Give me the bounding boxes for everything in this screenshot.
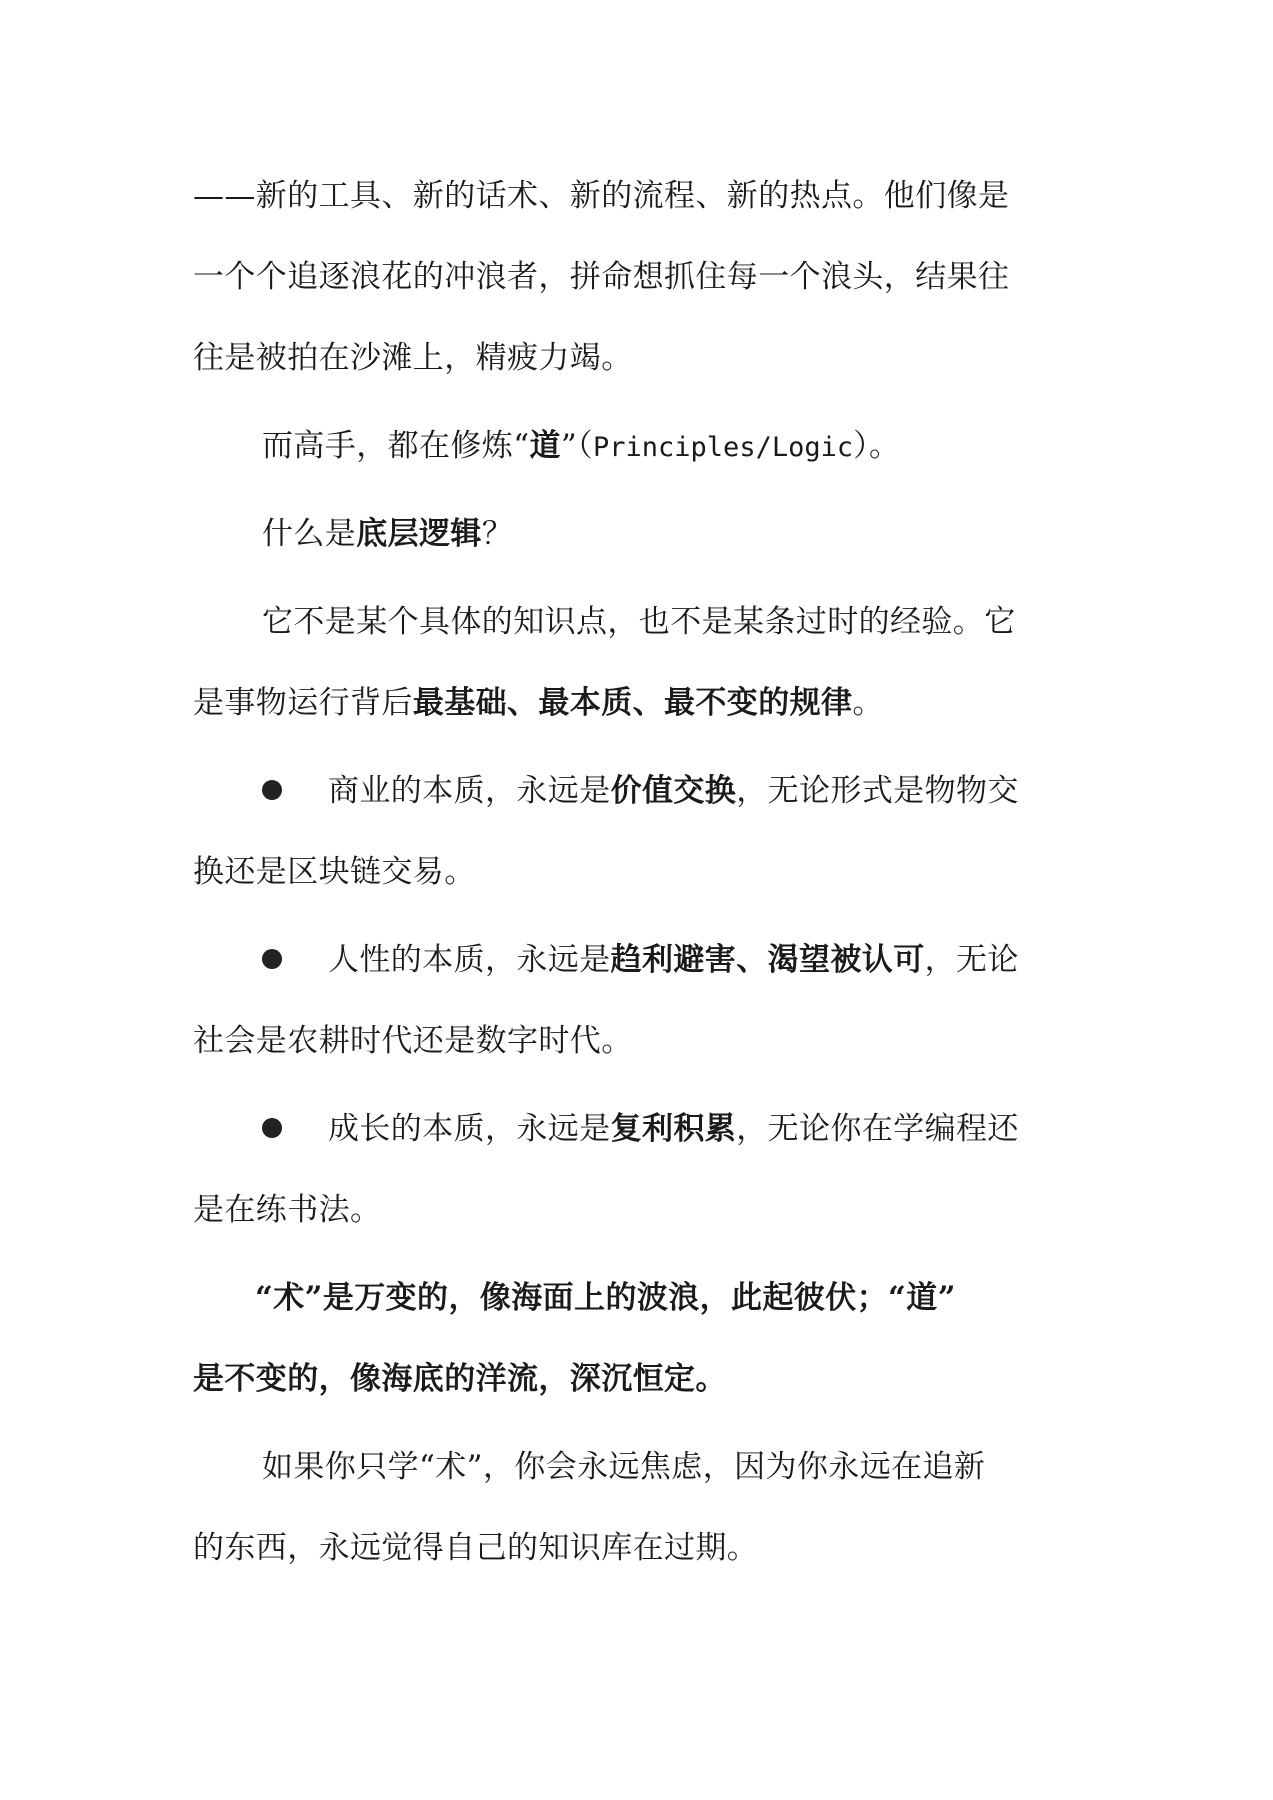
text: 而高手，都在修炼“ <box>262 428 530 464</box>
text: 换还是区块链交易。 <box>193 854 476 890</box>
text: 商业的本质，永远是 <box>328 773 611 809</box>
text: ”（ <box>560 428 594 464</box>
bold-term: 最基础、最本质、最不变的规律 <box>412 685 853 721</box>
text: 的东西，永远觉得自己的知识库在过期。 <box>193 1530 759 1566</box>
bullet-icon <box>262 780 282 800</box>
bullet-item-1-cont <box>193 842 1083 902</box>
text: 是事物运行背后 <box>193 685 413 721</box>
bold-term: 价值交换 <box>610 773 737 809</box>
english-term: Principles/Logic <box>593 432 854 463</box>
paragraph-line-1 <box>193 166 1083 226</box>
bullet-item-2-cont <box>193 1011 1083 1071</box>
bullet-item-1 <box>262 761 1152 821</box>
bold-term: 道 <box>529 428 561 464</box>
text: 往是被拍在沙滩上，精疲力竭。 <box>193 340 633 376</box>
bullet-icon <box>262 1118 282 1138</box>
paragraph-line-3 <box>193 328 1083 388</box>
bullet-item-3 <box>262 1099 1152 1159</box>
bullet-item-2 <box>262 930 1152 990</box>
key-quote-line-2 <box>193 1349 1083 1409</box>
text: ）。 <box>853 428 901 464</box>
text: 它不是某个具体的知识点，也不是某条过时的经验。它 <box>262 604 1016 640</box>
bold-term: 趋利避害、渴望被认可 <box>610 942 925 978</box>
definition-line-2 <box>193 673 1083 733</box>
bullet-icon <box>262 949 282 969</box>
paragraph-line-2 <box>193 247 1083 307</box>
dao-line <box>262 416 1152 476</box>
question-line <box>262 504 1152 564</box>
text: ？ <box>481 516 514 552</box>
text: ——新的工具、新的话术、新的流程、新的热点。他们像是 <box>193 178 1010 214</box>
definition-line-1 <box>262 592 1152 652</box>
key-quote-line-1 <box>255 1268 1145 1328</box>
closing-line-1 <box>262 1437 1152 1497</box>
closing-line-2 <box>193 1518 1083 1578</box>
text: “术”是万变的，像海面上的波浪，此起彼伏；“道” <box>255 1280 956 1316</box>
text: 什么是 <box>262 516 357 552</box>
text: 社会是农耕时代还是数字时代。 <box>193 1023 633 1059</box>
text: ，无论你在学编程还 <box>736 1111 1019 1147</box>
bold-term: 底层逻辑 <box>356 516 482 552</box>
text: 成长的本质，永远是 <box>328 1111 611 1147</box>
text: 如果你只学“术”，你会永远焦虑，因为你永远在追新 <box>262 1449 986 1485</box>
text: 。 <box>852 685 884 721</box>
text: 一个个追逐浪花的冲浪者，拼命想抓住每一个浪头，结果往 <box>193 259 1010 295</box>
text: 是不变的，像海底的洋流，深沉恒定。 <box>193 1361 727 1397</box>
bold-term: 复利积累 <box>610 1111 737 1147</box>
text: ，无论形式是物物交 <box>736 773 1019 809</box>
text: 是在练书法。 <box>193 1192 382 1228</box>
text: 人性的本质，永远是 <box>328 942 611 978</box>
text: ，无论 <box>924 942 1019 978</box>
bullet-item-3-cont <box>193 1180 1083 1240</box>
